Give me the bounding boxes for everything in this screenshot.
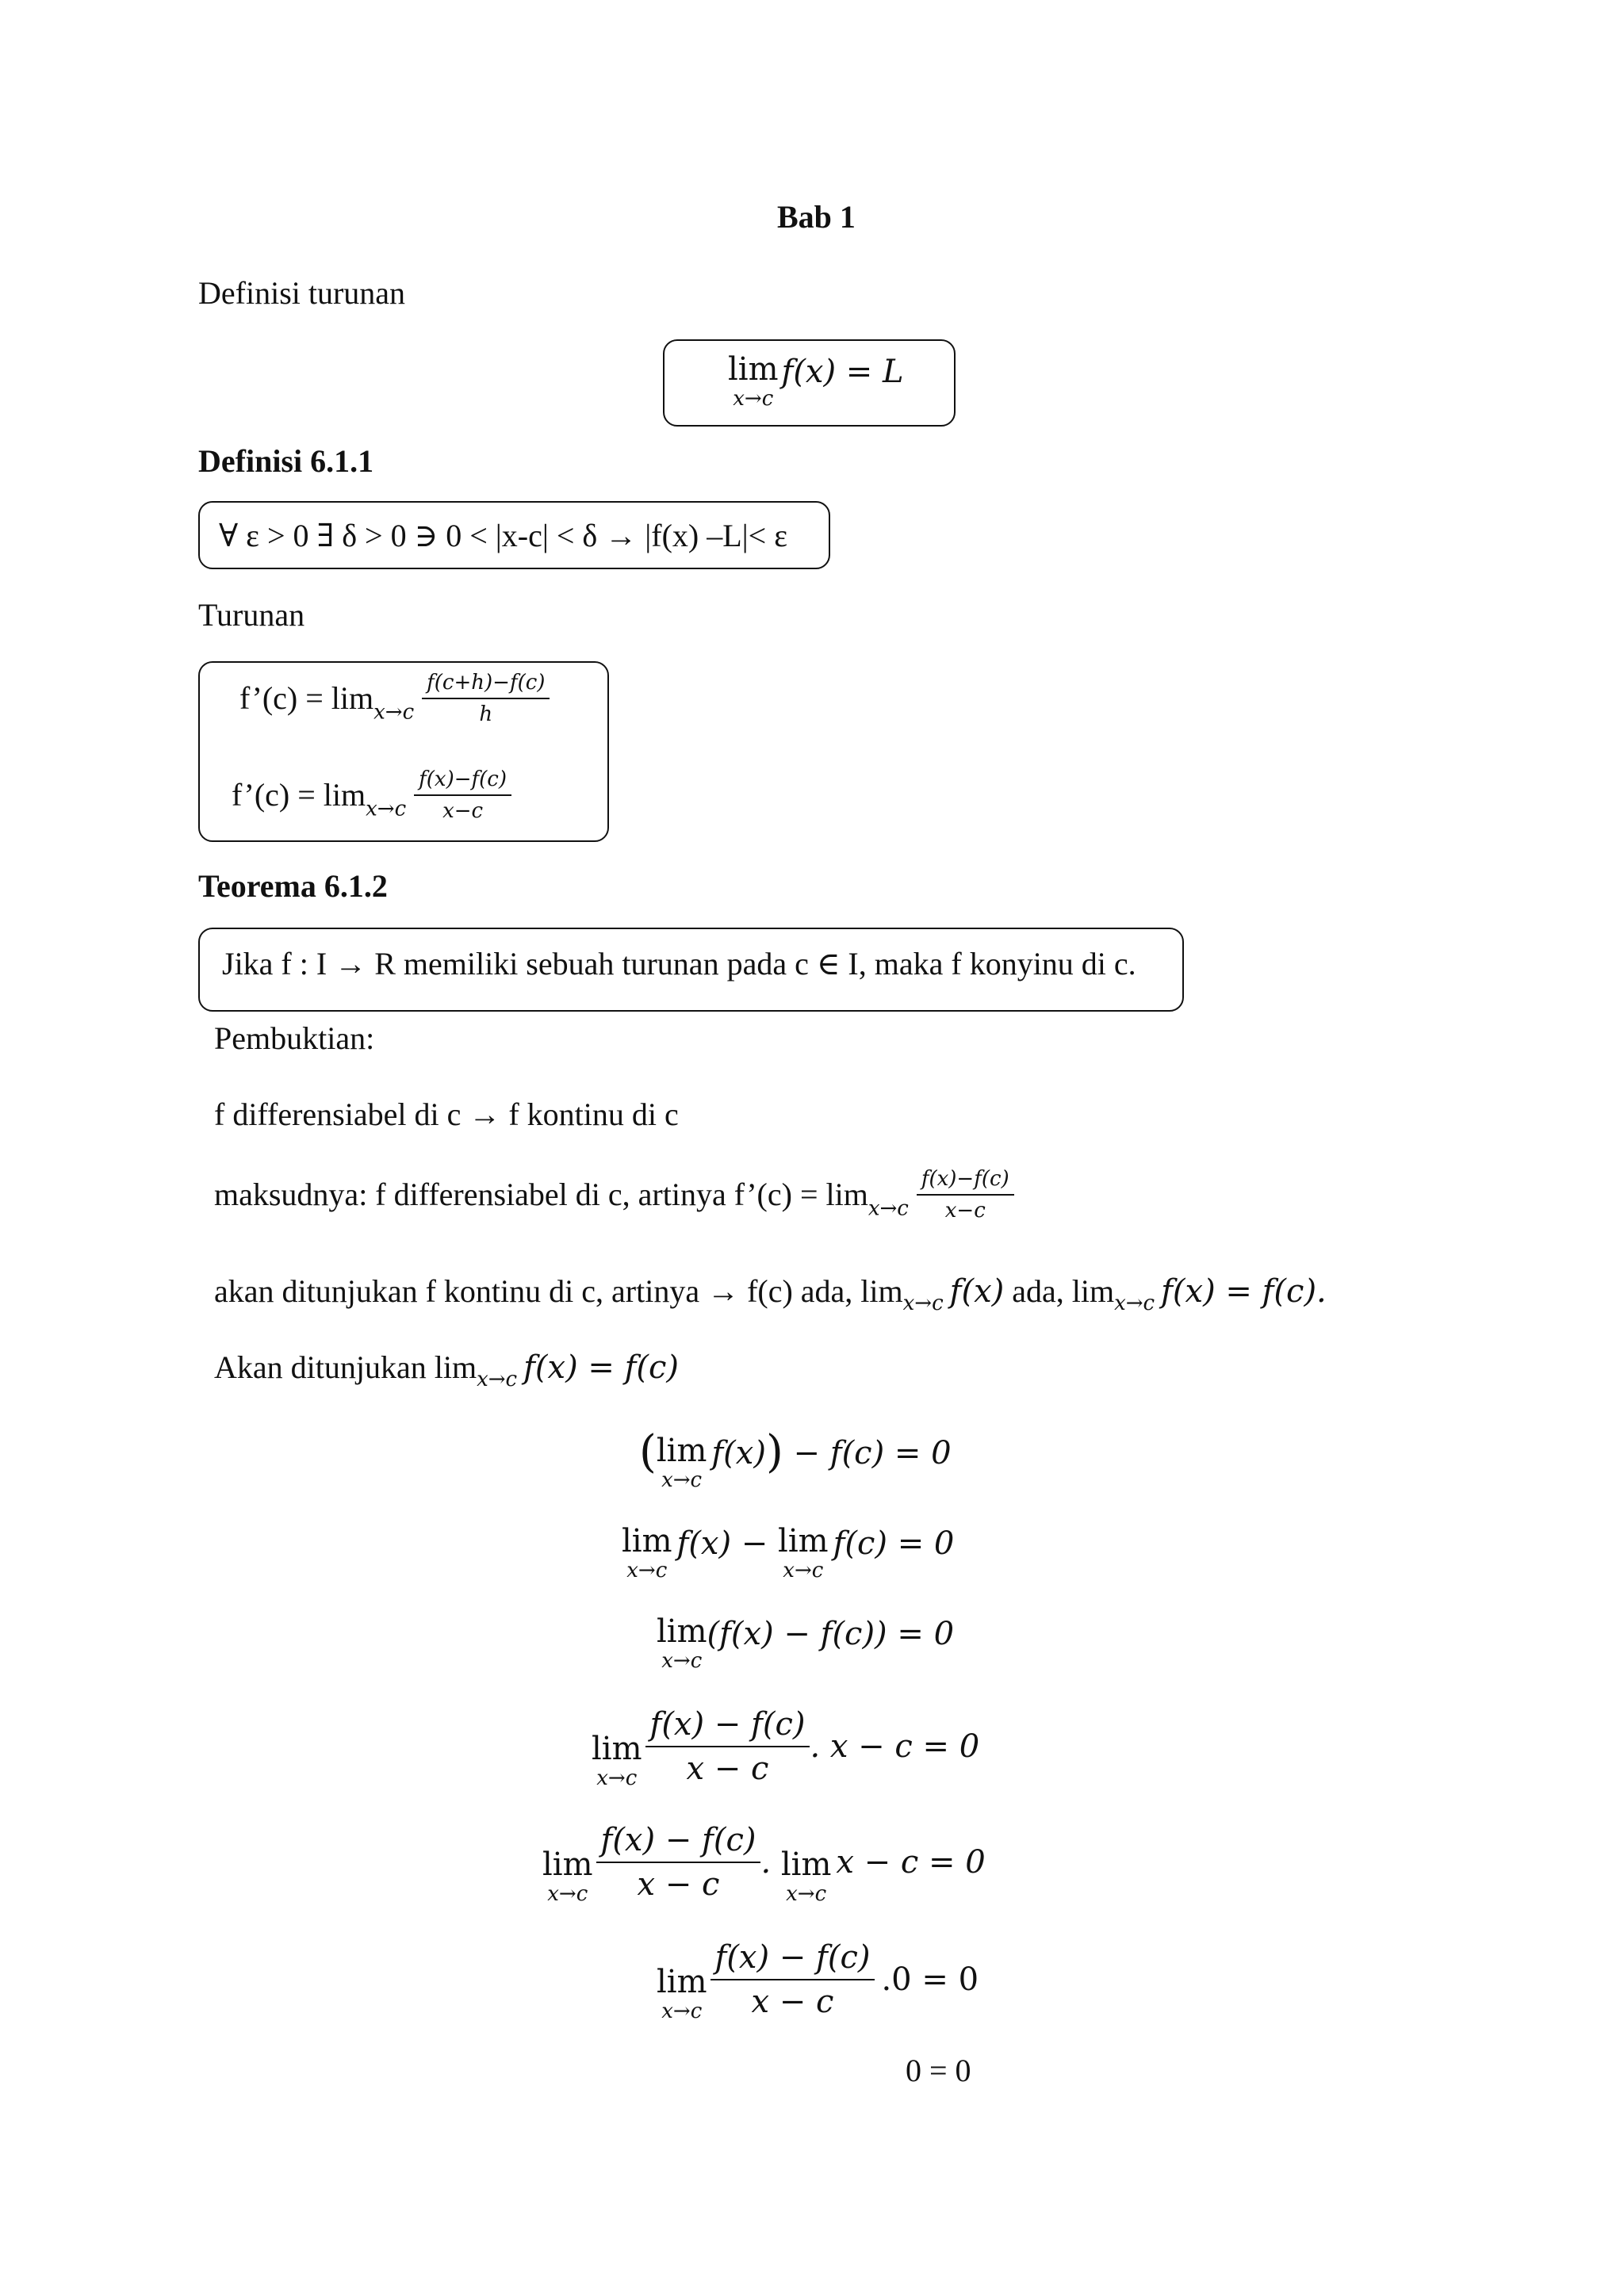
step5-den: x − c xyxy=(637,1866,720,1903)
definition-heading: Definisi 6.1.1 xyxy=(198,443,374,479)
step6-lim: lim xyxy=(657,1964,707,2000)
lim-text: lim xyxy=(728,351,779,388)
step1-sub: x→c xyxy=(661,1468,703,1492)
step-6 xyxy=(657,1938,979,2022)
turunan-line1-den: h xyxy=(479,702,493,726)
step2-sub-1: x→c xyxy=(626,1559,668,1582)
step6-rest: .0 = 0 xyxy=(881,1961,979,1998)
step-1 xyxy=(639,1426,952,1492)
proof-line3-expr-b: f(x) = f(c). xyxy=(1161,1273,1327,1310)
step6-den: x − c xyxy=(751,1984,834,2020)
step-3 xyxy=(657,1613,955,1673)
step1-lim: lim xyxy=(656,1433,707,1469)
step3-rest: (f(x) − f(c)) = 0 xyxy=(707,1616,955,1652)
step2-fx: f(x) − xyxy=(676,1525,779,1562)
proof-line2-sub: x→c xyxy=(868,1196,909,1221)
step2-rest: f(c) = 0 xyxy=(833,1525,955,1562)
proof-line2-num: f(x)−f(c) xyxy=(917,1167,1014,1196)
turunan-heading: Turunan xyxy=(198,597,305,633)
turunan-line-2 xyxy=(232,767,511,823)
proof-line-2 xyxy=(214,1167,1014,1223)
chapter-title: Bab 1 xyxy=(777,199,856,235)
theorem-heading: Teorema 6.1.2 xyxy=(198,868,388,904)
proof-line-3 xyxy=(214,1273,1327,1315)
proof-line4-sub: x→c xyxy=(477,1368,518,1391)
lim-sub: x→c xyxy=(733,387,774,411)
step5-sub-2: x→c xyxy=(786,1882,827,1906)
step5-rest: x − c = 0 xyxy=(836,1844,986,1881)
proof-line4-text: Akan ditunjukan lim xyxy=(214,1349,477,1385)
step4-den: x − c xyxy=(686,1751,769,1787)
step4-sub: x→c xyxy=(596,1766,638,1790)
turunan-line-1 xyxy=(239,671,550,726)
step2-lim-1: lim xyxy=(622,1523,672,1559)
step5-lim-2: lim xyxy=(780,1846,832,1883)
proof-line3-sub-b: x→c xyxy=(1114,1292,1155,1315)
turunan-line2-sub: x→c xyxy=(366,797,407,821)
step6-num: f(x) − f(c) xyxy=(710,1939,875,1980)
step5-dot: . xyxy=(760,1844,781,1881)
step6-sub: x→c xyxy=(661,1999,703,2023)
definition-text: ∀ ε > 0 ∃ δ > 0 ∋ 0 < |x-c| < δ → |f(x) –L|< ε xyxy=(219,518,788,553)
proof-line-4 xyxy=(214,1349,679,1391)
step-2 xyxy=(622,1525,954,1581)
theorem-text: Jika f : I → R memiliki sebuah turunan pada c ∈ I, maka f konyinu di c. xyxy=(222,946,1136,982)
step1-fx: f(x) xyxy=(711,1435,766,1471)
proof-line-1: f differensiabel di c → f kontinu di c xyxy=(214,1096,679,1132)
proof-line3-expr-a: f(x) xyxy=(949,1273,1005,1310)
proof-line4-expr: f(x) = f(c) xyxy=(523,1349,680,1386)
turunan-line1-sub: x→c xyxy=(373,700,415,725)
step2-sub-2: x→c xyxy=(783,1559,824,1582)
turunan-line1-num: f(c+h)−f(c) xyxy=(422,671,550,699)
limit-expr: f(x) = L xyxy=(781,354,904,390)
proof-line2-den: x−c xyxy=(944,1199,986,1223)
step-7: 0 = 0 xyxy=(906,2053,971,2088)
section-heading: Definisi turunan xyxy=(198,275,406,311)
step4-rest: . x − c = 0 xyxy=(810,1728,980,1765)
step-4 xyxy=(592,1705,979,1789)
step4-lim: lim xyxy=(592,1731,642,1767)
proof-label: Pembuktian: xyxy=(214,1020,375,1056)
limit-formula xyxy=(728,351,904,411)
step4-num: f(x) − f(c) xyxy=(645,1706,810,1747)
proof-line2-text: maksudnya: f differensiabel di c, artinya f’(c) = lim xyxy=(214,1177,868,1212)
turunan-line2-num: f(x)−f(c) xyxy=(414,767,511,796)
step2-lim-2: lim xyxy=(778,1523,829,1559)
turunan-line2-den: x−c xyxy=(442,799,484,823)
turunan-line2-lhs: f’(c) = lim xyxy=(232,777,366,813)
turunan-line1-lhs: f’(c) = lim xyxy=(239,680,374,716)
proof-line3-sub-a: x→c xyxy=(902,1292,944,1315)
step-5 xyxy=(542,1820,986,1904)
step1-close-paren: ) xyxy=(765,1426,783,1478)
step1-open-paren: ( xyxy=(639,1426,657,1478)
proof-line3-text-a: akan ditunjukan f kontinu di c, artinya → f(c) ada, lim xyxy=(214,1273,903,1309)
step1-rest: − f(c) = 0 xyxy=(783,1435,952,1471)
step5-num: f(x) − f(c) xyxy=(596,1822,761,1863)
step3-lim: lim xyxy=(657,1613,707,1650)
proof-line3-text-b: ada, lim xyxy=(1004,1273,1115,1309)
step5-sub-1: x→c xyxy=(547,1882,588,1906)
step3-sub: x→c xyxy=(661,1649,703,1673)
step5-lim-1: lim xyxy=(542,1846,593,1883)
